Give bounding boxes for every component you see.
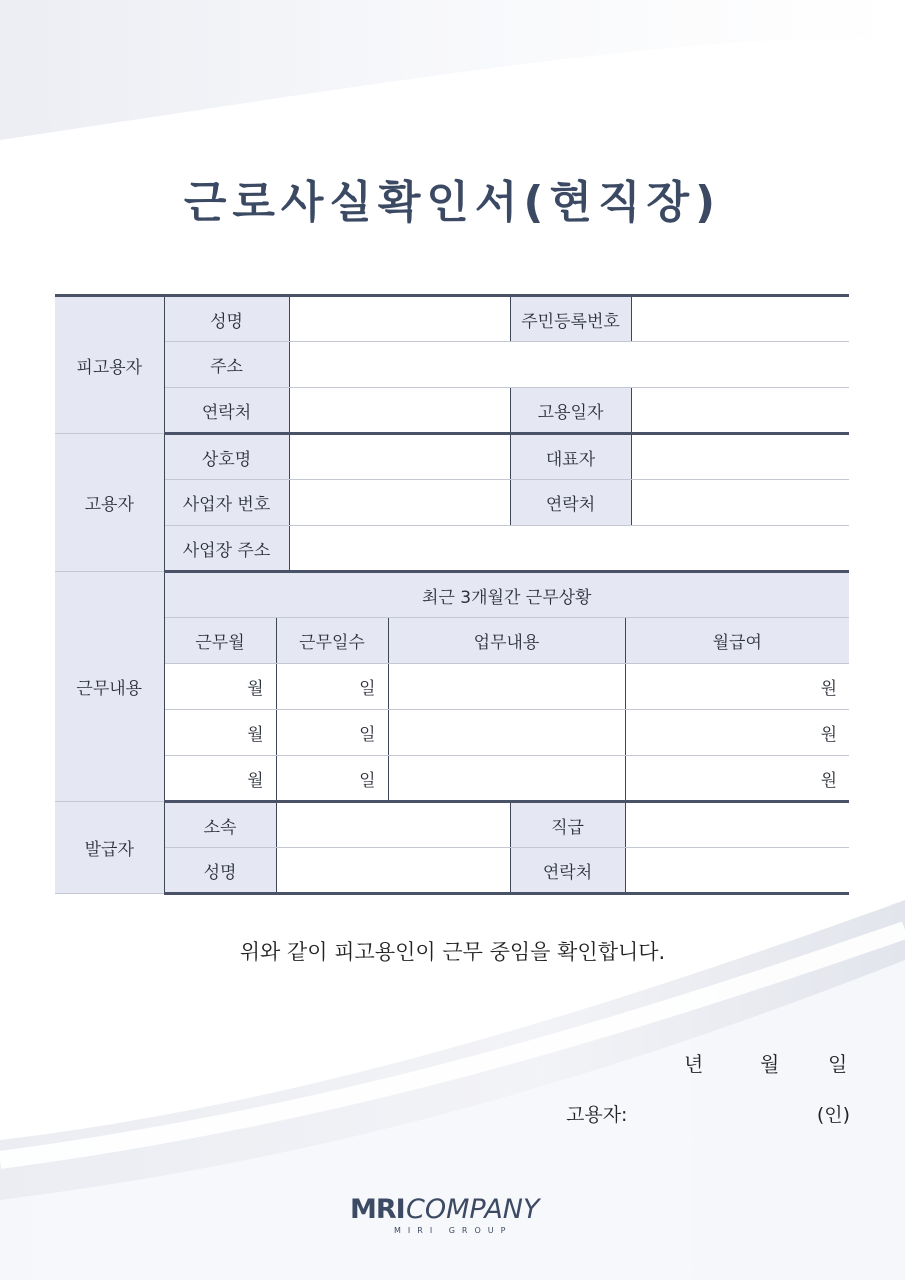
employee-group-label: 피고용자 [55, 296, 164, 434]
employer-business-address-field[interactable] [289, 526, 849, 572]
work-duties-field[interactable] [388, 664, 625, 710]
employer-business-number-label: 사업자 번호 [164, 480, 289, 526]
employee-resident-number-field[interactable] [631, 296, 849, 342]
work-col-days: 근무일수 [276, 618, 388, 664]
work-days-field[interactable]: 일 [276, 710, 388, 756]
seal-label: (인) [816, 1104, 850, 1126]
work-days-field[interactable]: 일 [276, 664, 388, 710]
employer-row-address [55, 526, 849, 572]
issuer-department-field[interactable] [276, 802, 510, 848]
signature-label: 고용자: [566, 1104, 628, 1126]
employee-address-label: 주소 [164, 342, 289, 388]
issuer-row-department [55, 802, 849, 848]
employee-resident-number-label: 주민등록번호 [510, 296, 631, 342]
employer-business-address-label: 사업장 주소 [164, 526, 289, 572]
logo-name: COMPANY [406, 1194, 540, 1225]
employer-row-business-number [55, 480, 849, 526]
employee-name-label: 성명 [164, 296, 289, 342]
confirmation-statement: 위와 같이 피고용인이 근무 중임을 확인합니다. [239, 940, 666, 964]
employee-contact-field[interactable] [289, 388, 510, 434]
employer-signature [566, 1100, 850, 1126]
work-row-title [55, 572, 849, 618]
employee-name-field[interactable] [289, 296, 510, 342]
work-col-month: 근무월 [164, 618, 276, 664]
issuer-contact-label: 연락처 [510, 848, 625, 894]
work-col-salary: 월급여 [625, 618, 849, 664]
work-col-duties: 업무내용 [388, 618, 625, 664]
work-duties-field[interactable] [388, 710, 625, 756]
work-salary-field[interactable]: 원 [625, 664, 849, 710]
employer-business-number-field[interactable] [289, 480, 510, 526]
date-day-label: 일 [828, 1052, 848, 1076]
employer-row-company [55, 434, 849, 480]
work-row-3 [55, 756, 849, 802]
employee-contact-label: 연락처 [164, 388, 289, 434]
date-year-label: 년 [684, 1052, 704, 1076]
work-row-1 [55, 664, 849, 710]
work-salary-field[interactable]: 원 [625, 710, 849, 756]
employer-representative-label: 대표자 [510, 434, 631, 480]
company-logo [350, 1192, 560, 1236]
issuer-name-label: 성명 [164, 848, 276, 894]
work-duties-field[interactable] [388, 756, 625, 802]
employee-hire-date-field[interactable] [631, 388, 849, 434]
work-month-field[interactable]: 월 [164, 756, 276, 802]
issuer-department-label: 소속 [164, 802, 276, 848]
employee-row-address [55, 342, 849, 388]
employer-company-name-field[interactable] [289, 434, 510, 480]
work-row-2 [55, 710, 849, 756]
work-month-field[interactable]: 월 [164, 664, 276, 710]
issuer-group-label: 발급자 [55, 802, 164, 894]
work-section-title: 최근 3개월간 근무상황 [164, 572, 849, 618]
issuer-row-name [55, 848, 849, 894]
issuer-name-field[interactable] [276, 848, 510, 894]
employer-contact-label: 연락처 [510, 480, 631, 526]
employee-hire-date-label: 고용일자 [510, 388, 631, 434]
work-group-label: 근무내용 [55, 572, 164, 802]
work-days-field[interactable]: 일 [276, 756, 388, 802]
issuer-position-field[interactable] [625, 802, 849, 848]
logo-mark: MRI [350, 1194, 405, 1225]
employee-address-field[interactable] [289, 342, 849, 388]
work-month-field[interactable]: 월 [164, 710, 276, 756]
page-title: 근로사실확인서(현직장) [183, 177, 722, 228]
employer-company-name-label: 상호명 [164, 434, 289, 480]
employee-row-contact [55, 388, 849, 434]
issuer-position-label: 직급 [510, 802, 625, 848]
employer-contact-field[interactable] [631, 480, 849, 526]
date-month-label: 월 [760, 1052, 780, 1076]
work-row-header [55, 618, 849, 664]
employee-row-name [55, 296, 849, 342]
work-salary-field[interactable]: 원 [625, 756, 849, 802]
certificate-form-table [55, 294, 849, 895]
issue-date [660, 1048, 850, 1074]
logo-subtitle: MIRI GROUP [394, 1226, 513, 1235]
employer-group-label: 고용자 [55, 434, 164, 572]
issuer-contact-field[interactable] [625, 848, 849, 894]
employer-representative-field[interactable] [631, 434, 849, 480]
